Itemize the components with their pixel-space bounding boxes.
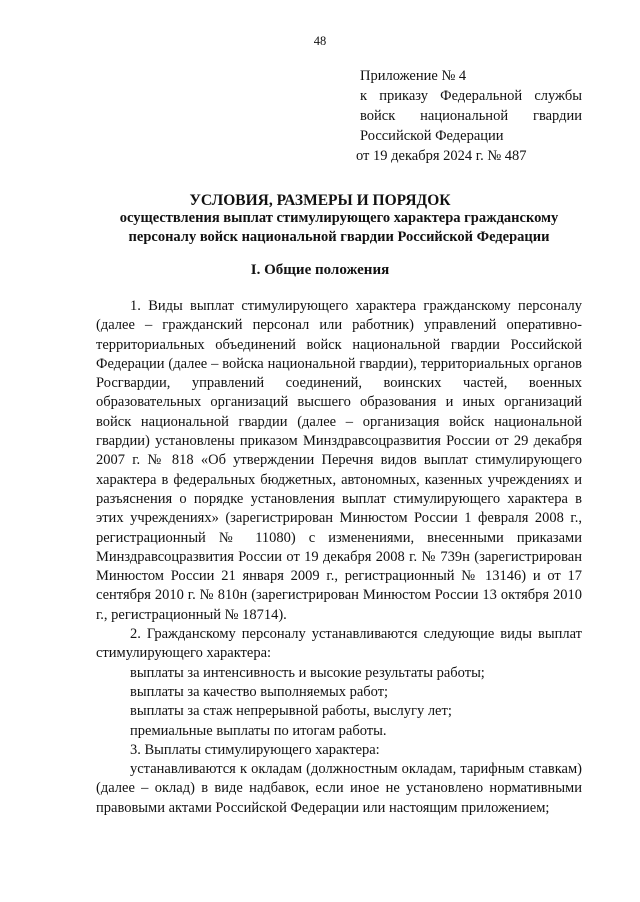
section-heading: I. Общие положения — [250, 262, 390, 278]
page-number: 48 — [313, 34, 327, 48]
list-item: премиальные выплаты по итогам работы. — [130, 722, 387, 739]
list-item: выплаты за стаж непрерывной работы, выслугу лет; — [130, 703, 452, 720]
list-item: выплаты за интенсивность и высокие результаты работы; — [130, 664, 485, 681]
paragraph-1: 1. Виды выплат стимулирующего характера гражданскому персоналу (далее – гражданский персонал или работник) управлений оперативно-территориальных объединений войск национальной гвардии Российской Федерации (далее – войска национальной гвардии), территориальных органов Росгвардии, управлений соединений, воинских частей, военных образовательных организаций высшего образования и иных организаций войск национальной гвардии (далее – организация войск национальной гвардии) установлены приказом Минздравсоцразвития России от 29 декабря 2007 г. № 818 «Об утверждении Перечня видов выплат стимулирующего характера в федеральных бюджетных, автономных, казенных учреждениях и разъяснения о порядке установления выплат стимулирующего характера в этих учреждениях» (зарегистрирован Минюстом России 1 февраля 2008 г., регистрационный № 11080) с изменениями, внесенными приказами Минздравсоцразвития России от 19 декабря 2008 г. № 739н (зарегистрирован Минюстом России 21 января 2009 г., регистрационный № 13146) и от 17 сентября 2010 г. № 810н (зарегистрирован Минюстом России 13 октября 2010 г., регистрационный № 18714). — [96, 298, 582, 623]
annex-line-4: Российской Федерации — [360, 128, 504, 144]
document-body — [96, 297, 582, 818]
list-item: выплаты за качество выполняемых работ; — [130, 683, 389, 700]
annex-line-5: от 19 декабря 2024 г. № 487 — [356, 148, 527, 164]
annex-line-3: войск национальной гвардии — [360, 108, 582, 124]
paragraph-2: 2. Гражданскому персоналу устанавливаются следующие виды выплат стимулирующего характера: — [96, 626, 582, 662]
annex-block — [356, 66, 582, 166]
document-title: УСЛОВИЯ, РАЗМЕРЫ И ПОРЯДОК — [189, 192, 451, 209]
annex-line-2: к приказу Федеральной службы — [360, 88, 582, 104]
annex-line-1: Приложение № 4 — [360, 68, 467, 84]
paragraph-3: 3. Выплаты стимулирующего характера: — [130, 741, 380, 758]
document-subtitle: осуществления выплат стимулирующего характера гражданскому персоналу войск национальной гвардии Российской Федерации — [119, 210, 559, 245]
paragraph-3-item: устанавливаются к окладам (должностным окладам, тарифным ставкам) (далее – оклад) в виде надбавок, если иное не установлено нормативными правовыми актами Российской Федерации или настоящим приложением; — [96, 761, 582, 816]
